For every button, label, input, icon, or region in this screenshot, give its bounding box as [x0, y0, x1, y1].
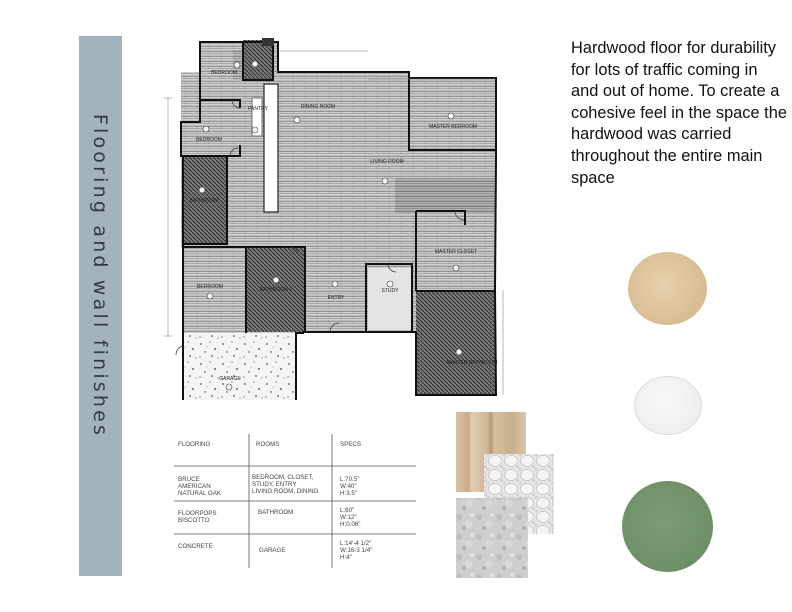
table-cell-flooring: CONCRETE: [178, 543, 213, 550]
table-cell-rooms: GARAGE: [259, 547, 286, 554]
table-cell-specs: L:14'-4 1/2" W:16-3 1/4" H:4": [340, 540, 373, 562]
table-cell-rooms: BATHROOM: [258, 509, 294, 516]
room-label-garage: GARAGE: [219, 376, 241, 382]
table-cell-specs: L:60" W:12" H:0.06": [340, 507, 361, 529]
room-label-master-closet: MASTER CLOSET: [434, 249, 478, 255]
room-label-bathroom: BATHROOM: [189, 198, 219, 204]
garage-floor: [183, 333, 296, 400]
room-label-dining: DINING ROOM: [300, 104, 336, 110]
room-label-living: LIVING ROOM: [370, 159, 404, 165]
table-header-specs: SPECS: [340, 441, 361, 448]
room-label-bedroom-low: BEDROOM: [197, 284, 223, 290]
room-label-bedroom-left: BEDROOM: [196, 137, 222, 143]
room-label-bathroom2: BATHROOM 2: [259, 287, 293, 293]
floor-plan: [0, 0, 560, 400]
room-label-pantry: PANTRY: [248, 106, 268, 112]
table-cell-flooring: FLOORPOPS BISCOTTO: [178, 510, 217, 525]
page-title: Flooring and wall finishes: [89, 113, 111, 439]
room-label-study: STUDY: [381, 288, 399, 294]
table-cell-rooms: BEDROOM, CLOSET, STUDY, ENTRY LIVING ROOM, DINING: [252, 474, 319, 496]
table-cell-flooring: BRUCE AMERICAN NATURAL OAK: [178, 476, 221, 498]
paint-swatch-white: [634, 376, 702, 435]
paint-swatch-tan: [628, 252, 707, 325]
table-header-rooms: ROOMS: [256, 441, 280, 448]
room-label-entry: ENTRY: [327, 295, 345, 301]
room-label-bedroom-top: BEDROOM: [211, 70, 237, 76]
description-text: Hardwood floor for durability for lots of traffic coming in and out of home. To create a cohesive feel in the space the hardwood was carried throughout the entire main space: [571, 39, 787, 187]
table-cell-specs: L:70.5" W:40" H:3.5": [340, 476, 360, 498]
material-samples: [455, 412, 559, 582]
room-label-master-bedroom: MASTER BEDROOM: [428, 124, 478, 130]
table-header-flooring: FLOORING: [178, 441, 211, 448]
room-label-master-bathroom: MASTER BATHROOM: [446, 360, 498, 366]
paint-swatch-green: [622, 481, 713, 572]
hardwood-area: [181, 42, 496, 333]
